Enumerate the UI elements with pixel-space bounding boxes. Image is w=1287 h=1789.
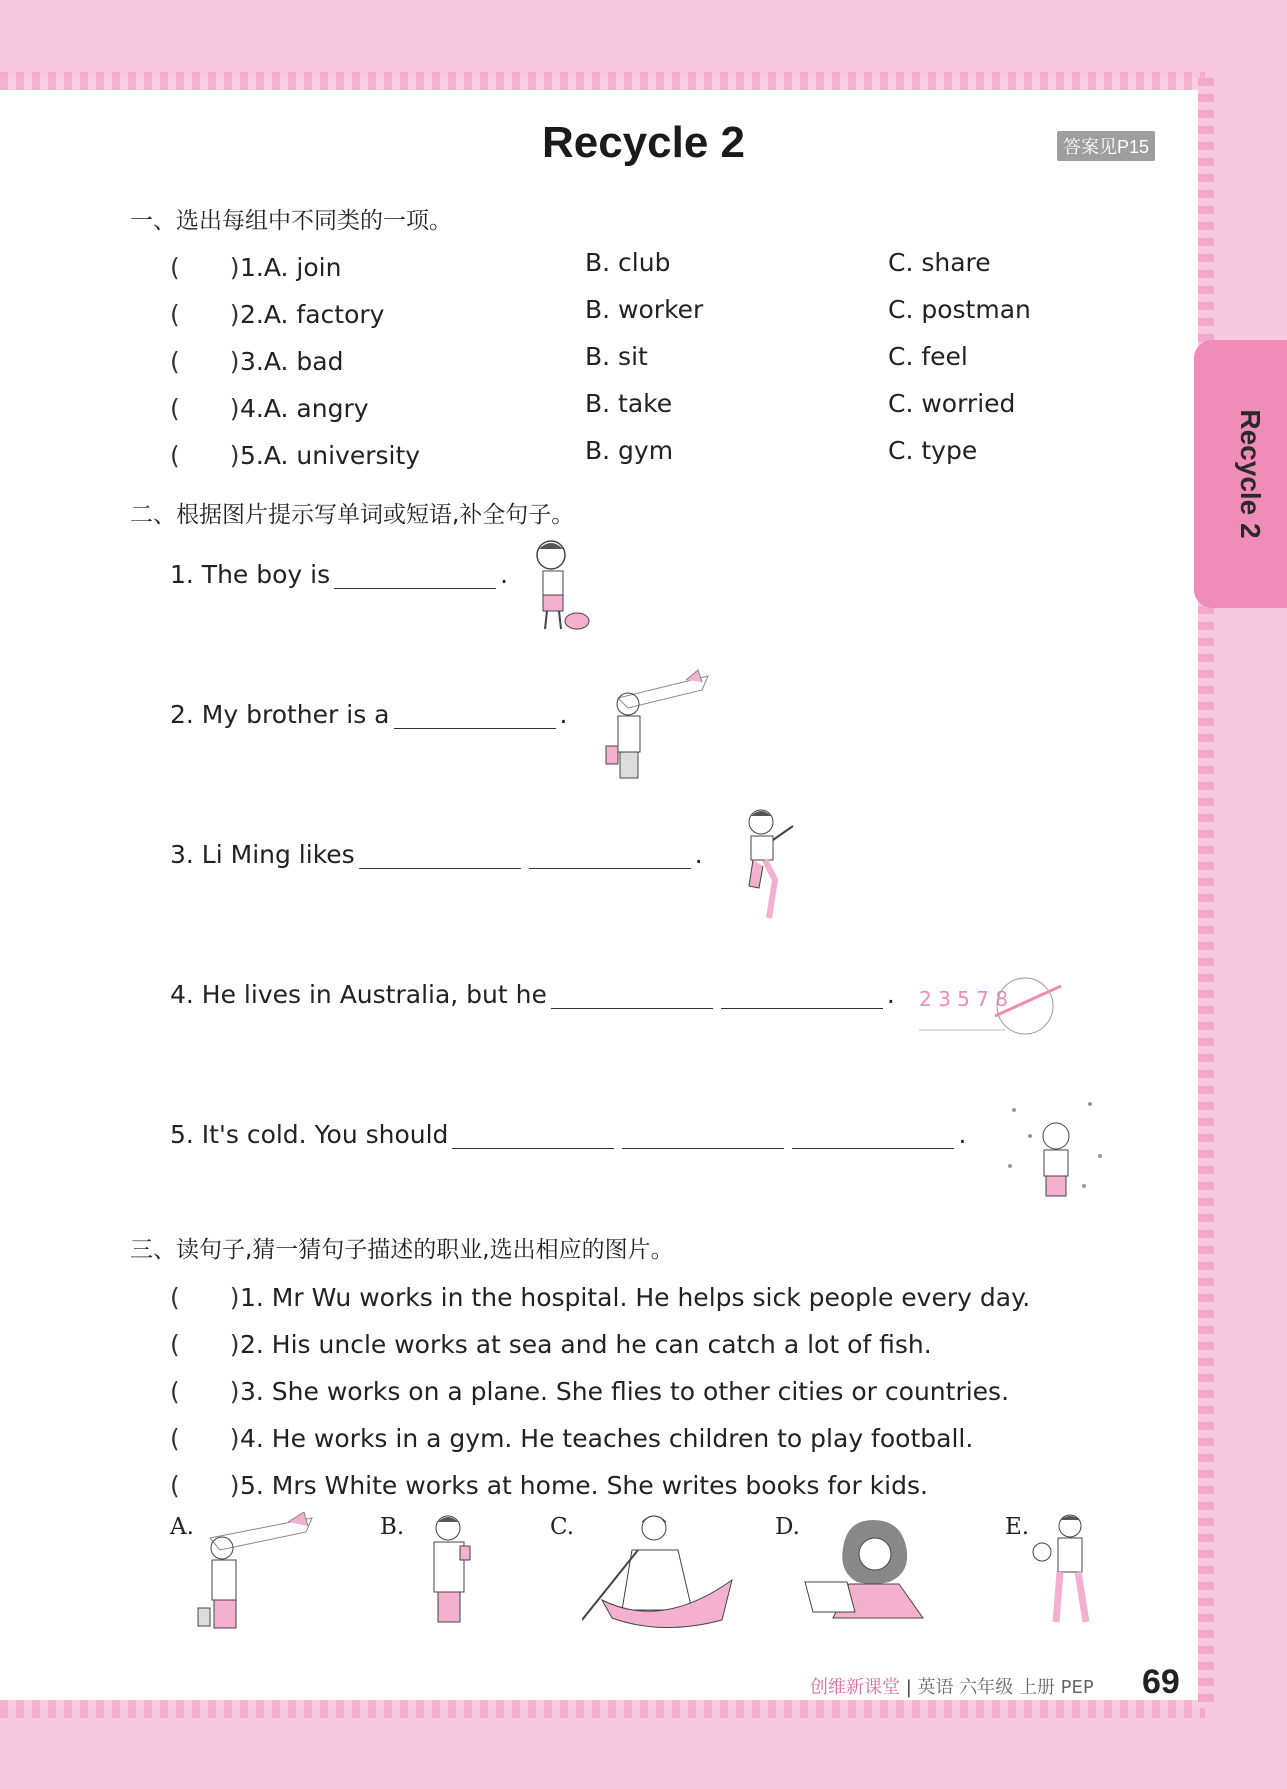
s2-item-5: 5. It's cold. You should . [170, 1120, 967, 1149]
page-number: 69 [1142, 1663, 1180, 1701]
answer-blank-2[interactable] [529, 840, 691, 869]
answer-blank-1[interactable] [551, 980, 713, 1009]
answer-paren[interactable]: ( ) [170, 441, 240, 470]
section2-title: 二、根据图片提示写单词或短语,补全句子。 [130, 502, 575, 528]
s3-item-3: ( )3. She works on a plane. She flies to other cities or countries. [170, 1372, 1009, 1408]
side-tab-label: Recycle 2 [1235, 409, 1266, 539]
s1-item-5: ( )5.A. university B. gym C. type [170, 436, 978, 470]
answer-paren[interactable]: ( ) [170, 1471, 240, 1500]
s2-item-1: 1. The boy is . [170, 560, 509, 589]
section1-title: 一、选出每组中不同类的一项。 [130, 208, 452, 234]
answer-blank-2[interactable] [622, 1120, 784, 1149]
footer: 创维新课堂 | 英语 六年级 上册 PEP [810, 1677, 1094, 1698]
numbers-typing-illustration [915, 966, 1065, 1042]
answer-paren[interactable]: ( ) [170, 253, 240, 282]
side-tab [1194, 340, 1287, 608]
s3-item-1: ( )1. Mr Wu works in the hospital. He helps sick people every day. [170, 1278, 1030, 1314]
answer-blank[interactable] [334, 560, 496, 589]
top-wave-border [0, 72, 1205, 90]
option-e-coach-illustration [1030, 1512, 1102, 1630]
option-b-doctor-illustration [420, 1512, 480, 1630]
footer-info: 英语 六年级 上册 PEP [917, 1677, 1094, 1698]
option-d-writer-illustration [803, 1512, 943, 1622]
answer-paren[interactable]: ( ) [170, 1283, 240, 1312]
bottom-wave-border [0, 1700, 1205, 1718]
s1-item-4: ( )4.A. angry B. take C. worried [170, 389, 1016, 423]
option-letter-b: B. [380, 1514, 405, 1540]
s2-item-2: 2. My brother is a . [170, 700, 568, 729]
answer-reference-tag: 答案见P15 [1057, 131, 1155, 161]
answer-paren[interactable]: ( ) [170, 1377, 240, 1406]
pilot-illustration [598, 668, 716, 780]
option-a-pilot-illustration [192, 1512, 316, 1630]
option-letter-e: E. [1005, 1514, 1030, 1540]
option-letter-c: C. [550, 1514, 575, 1540]
s2-item-4: 4. He lives in Australia, but he . [170, 980, 895, 1009]
s3-item-4: ( )4. He works in a gym. He teaches children to play football. [170, 1419, 973, 1455]
s1-item-1: ( )1.A. join B. club C. share [170, 248, 991, 282]
kungfu-boy-illustration [735, 806, 801, 924]
page-title: Recycle 2 [541, 118, 746, 167]
answer-blank-2[interactable] [721, 980, 883, 1009]
answer-paren[interactable]: ( ) [170, 1330, 240, 1359]
option-c-fisherman-illustration [582, 1510, 740, 1630]
cold-boy-snow-illustration [1000, 1096, 1112, 1204]
answer-blank-3[interactable] [792, 1120, 954, 1149]
answer-paren[interactable]: ( ) [170, 394, 240, 423]
s3-item-2: ( )2. His uncle works at sea and he can catch a lot of fish. [170, 1325, 932, 1361]
s1-item-2: ( )2.A. factory B. worker C. postman [170, 295, 1031, 329]
crying-boy-illustration [515, 535, 595, 635]
answer-paren[interactable]: ( ) [170, 1424, 240, 1453]
answer-blank-1[interactable] [452, 1120, 614, 1149]
s3-item-5: ( )5. Mrs White works at home. She writes books for kids. [170, 1466, 928, 1502]
option-letter-a: A. [170, 1514, 194, 1540]
option-letter-d: D. [775, 1514, 800, 1540]
answer-paren[interactable]: ( ) [170, 347, 240, 376]
right-wave-border [1198, 78, 1214, 1708]
footer-brand: 创维新课堂 [810, 1677, 900, 1698]
s1-item-3: ( )3.A. bad B. sit C. feel [170, 342, 968, 376]
answer-paren[interactable]: ( ) [170, 300, 240, 329]
s2-item-3: 3. Li Ming likes . [170, 840, 703, 869]
section3-title: 三、读句子,猜一猜句子描述的职业,选出相应的图片。 [130, 1237, 674, 1263]
answer-blank-1[interactable] [359, 840, 521, 869]
answer-blank[interactable] [394, 700, 556, 729]
svg-text:2 3 5 7 8: 2 3 5 7 8 [919, 987, 1009, 1011]
